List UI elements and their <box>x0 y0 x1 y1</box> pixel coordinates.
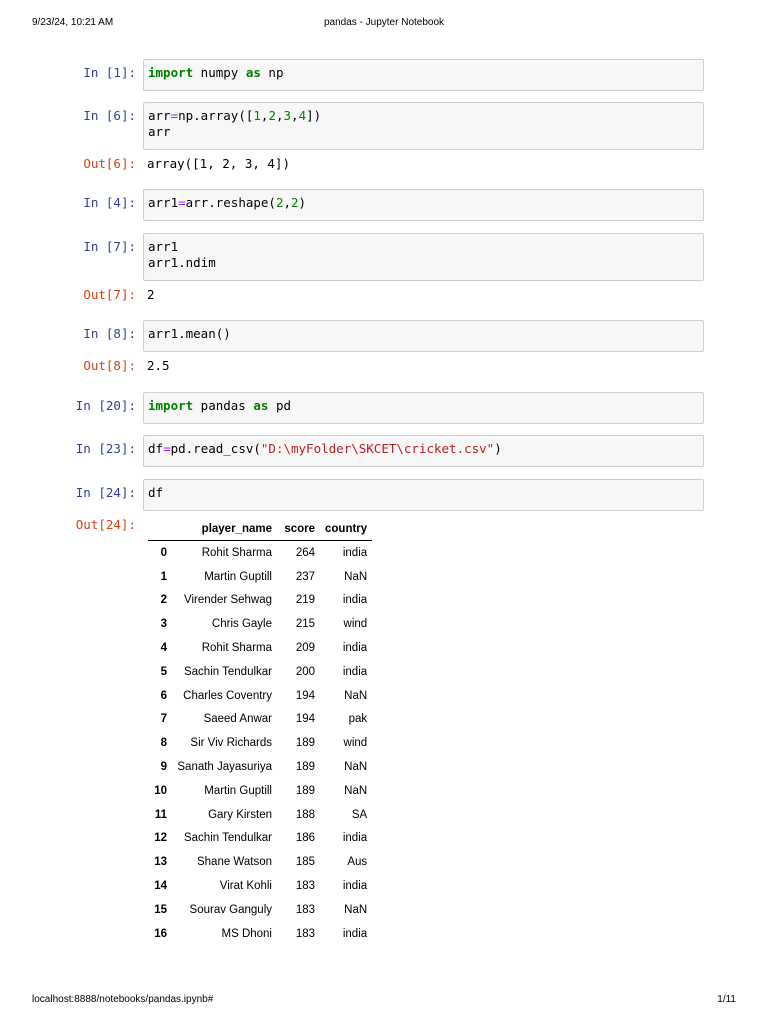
row-index: 0 <box>160 546 167 559</box>
code-text: pd.read_csv( <box>170 441 261 456</box>
row-index: 3 <box>160 618 167 631</box>
keyword-as: as <box>253 398 269 413</box>
table-row <box>148 541 372 565</box>
cell-score: 183 <box>295 903 315 916</box>
table-row <box>148 589 372 613</box>
cell-score: 194 <box>295 713 315 726</box>
output-text: array([1, 2, 3, 4]) <box>147 156 290 171</box>
row-index: 8 <box>160 737 167 750</box>
input-prompt: In [24]: <box>75 485 136 500</box>
number: 2 <box>268 108 276 123</box>
code-text: ]) <box>306 108 322 123</box>
code-line <box>148 108 699 124</box>
cell-country: india <box>342 546 368 559</box>
number: 2 <box>291 195 299 210</box>
operator: = <box>163 441 171 456</box>
cell-score: 183 <box>295 927 315 940</box>
table-row <box>148 708 372 732</box>
code-line <box>148 195 699 211</box>
table-row <box>148 779 372 803</box>
cell-score: 189 <box>295 784 315 797</box>
code-input[interactable] <box>143 435 704 467</box>
code-text: pd <box>268 398 292 413</box>
table-row <box>148 565 372 589</box>
code-line: arr <box>148 124 171 139</box>
output-prompt: Out[7]: <box>83 287 136 302</box>
table-row <box>148 612 372 636</box>
cell-country: wind <box>343 618 368 631</box>
code-text: , <box>283 195 292 210</box>
table-row <box>148 827 372 851</box>
code-text: np.array([ <box>178 108 254 123</box>
code-text: np <box>260 65 284 80</box>
cell-country: india <box>342 594 368 607</box>
cell-score: 188 <box>295 808 315 821</box>
cell-score: 209 <box>295 642 315 655</box>
input-prompt: In [20]: <box>75 398 136 413</box>
keyword-import: import <box>148 398 194 413</box>
row-index: 1 <box>160 570 167 583</box>
cell-player-name: Charles Coventry <box>183 689 272 702</box>
page-number: 1/11 <box>717 994 736 1005</box>
number: 3 <box>283 108 292 123</box>
string-literal: "D:\myFolder\SKCET\cricket.csv" <box>260 441 495 456</box>
cell-score: 219 <box>295 594 315 607</box>
code-input[interactable] <box>143 189 704 221</box>
code-line <box>148 441 699 457</box>
input-prompt: In [8]: <box>83 326 136 341</box>
cell-score: 194 <box>295 689 315 702</box>
cell-country: india <box>342 832 368 845</box>
cell-player-name: MS Dhoni <box>221 927 272 940</box>
cell-country: india <box>342 927 368 940</box>
output-text: 2.5 <box>147 358 170 373</box>
cell-player-name: Sanath Jayasuriya <box>177 761 272 774</box>
table-header-row <box>148 518 372 541</box>
cell-player-name: Martin Guptill <box>204 570 272 583</box>
cell-country: Aus <box>347 856 368 869</box>
code-input[interactable] <box>143 392 704 424</box>
dataframe-table <box>148 518 372 946</box>
table-row <box>148 684 372 708</box>
code-line: arr1.ndim <box>148 255 216 270</box>
cell-country: NaN <box>344 570 368 583</box>
code-line <box>148 65 699 81</box>
cell-score: 200 <box>295 665 315 678</box>
cell-score: 183 <box>295 880 315 893</box>
code-line <box>148 398 699 414</box>
print-header <box>0 17 768 31</box>
row-index: 9 <box>160 761 167 774</box>
code-text: arr1 <box>148 195 179 210</box>
row-index: 2 <box>160 594 167 607</box>
table-row <box>148 874 372 898</box>
cell-player-name: Sir Viv Richards <box>190 737 272 750</box>
code-input[interactable] <box>143 479 704 511</box>
input-prompt: In [7]: <box>83 239 136 254</box>
output-prompt: Out[8]: <box>83 358 136 373</box>
row-index: 15 <box>154 903 167 916</box>
cell-player-name: Chris Gayle <box>211 618 272 631</box>
cell-player-name: Gary Kirsten <box>208 808 272 821</box>
code-text: pandas <box>193 398 254 413</box>
row-index: 6 <box>160 689 167 702</box>
cell-player-name: Virat Kohli <box>219 880 272 893</box>
output-text: 2 <box>147 287 155 302</box>
cell-country: NaN <box>344 689 368 702</box>
cell-player-name: Rohit Sharma <box>201 546 272 559</box>
row-index: 12 <box>154 832 167 845</box>
code-text: , <box>291 108 299 123</box>
cell-score: 189 <box>295 761 315 774</box>
cell-country: NaN <box>344 761 368 774</box>
print-datetime: 9/23/24, 10:21 AM <box>32 17 114 28</box>
cell-score: 215 <box>295 618 315 631</box>
keyword-import: import <box>148 65 194 80</box>
cell-country: wind <box>343 737 368 750</box>
table-row <box>148 850 372 874</box>
row-index: 14 <box>154 880 167 893</box>
table-row <box>148 731 372 755</box>
row-index: 10 <box>154 784 167 797</box>
table-row <box>148 636 372 660</box>
column-header: player_name <box>172 518 277 541</box>
cell-country: NaN <box>344 784 368 797</box>
cell-country: SA <box>351 808 368 821</box>
cell-player-name: Rohit Sharma <box>201 642 272 655</box>
table-row <box>148 755 372 779</box>
row-index: 5 <box>160 665 167 678</box>
input-prompt: In [1]: <box>83 65 136 80</box>
row-index: 11 <box>154 808 167 821</box>
row-index: 7 <box>160 713 167 726</box>
print-url: localhost:8888/notebooks/pandas.ipynb# <box>32 994 214 1005</box>
table-row <box>148 660 372 684</box>
code-text: ) <box>298 195 307 210</box>
input-prompt: In [23]: <box>75 441 136 456</box>
cell-country: india <box>342 880 368 893</box>
column-header: score <box>277 518 320 541</box>
code-text: arr <box>148 108 171 123</box>
input-prompt: In [6]: <box>83 108 136 123</box>
cell-player-name: Saeed Anwar <box>203 713 272 726</box>
input-prompt: In [4]: <box>83 195 136 210</box>
code-text: , <box>260 108 269 123</box>
code-input[interactable] <box>143 102 704 150</box>
print-title: pandas - Jupyter Notebook <box>323 17 445 28</box>
table-row <box>148 922 372 946</box>
code-line: df <box>148 485 164 500</box>
table-row <box>148 898 372 922</box>
row-index: 4 <box>160 642 167 655</box>
keyword-as: as <box>245 65 261 80</box>
code-input[interactable] <box>143 320 704 352</box>
cell-player-name: Virender Sehwag <box>183 594 272 607</box>
cell-score: 237 <box>295 570 315 583</box>
code-line: arr1 <box>148 239 179 254</box>
code-text: ) <box>494 441 502 456</box>
print-footer <box>0 994 768 1008</box>
cell-player-name: Sachin Tendulkar <box>183 665 272 678</box>
cell-player-name: Sourav Ganguly <box>189 903 272 916</box>
number: 2 <box>275 195 284 210</box>
operator: = <box>170 108 179 123</box>
cell-country: pak <box>348 713 368 726</box>
code-input[interactable] <box>143 233 704 281</box>
code-text: , <box>275 108 284 123</box>
cell-country: NaN <box>344 903 368 916</box>
code-text: arr.reshape( <box>185 195 276 210</box>
table-row <box>148 803 372 827</box>
cell-score: 189 <box>295 737 315 750</box>
row-index: 16 <box>154 927 167 940</box>
cell-score: 186 <box>295 832 315 845</box>
code-text: numpy <box>193 65 246 80</box>
operator: = <box>178 195 186 210</box>
number: 1 <box>253 108 261 123</box>
cell-player-name: Martin Guptill <box>204 784 272 797</box>
cell-country: india <box>342 665 368 678</box>
cell-player-name: Shane Watson <box>196 856 272 869</box>
code-input[interactable] <box>143 59 704 91</box>
cell-country: india <box>342 642 368 655</box>
row-index: 13 <box>154 856 167 869</box>
column-header: country <box>320 518 372 541</box>
number: 4 <box>298 108 307 123</box>
cell-player-name: Sachin Tendulkar <box>183 832 272 845</box>
output-prompt: Out[6]: <box>83 156 136 171</box>
cell-score: 264 <box>295 546 315 559</box>
index-header <box>148 518 172 541</box>
output-prompt: Out[24]: <box>75 517 136 532</box>
code-text: df <box>148 441 164 456</box>
cell-score: 185 <box>295 856 315 869</box>
code-line: arr1.mean() <box>148 326 231 341</box>
